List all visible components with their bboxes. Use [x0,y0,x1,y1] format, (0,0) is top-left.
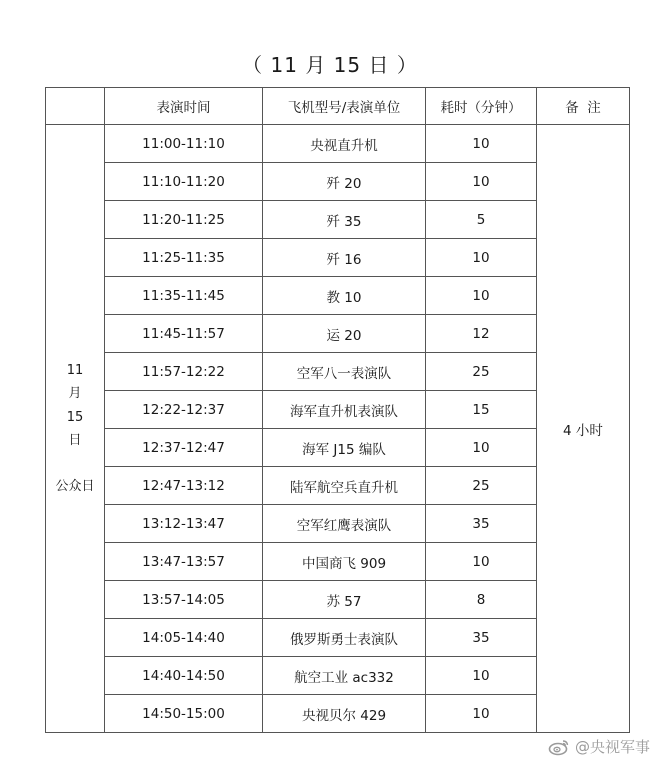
duration-cell: 5 [426,201,537,239]
duration-cell: 25 [426,467,537,505]
weibo-icon [548,738,570,756]
watermark [548,736,650,757]
time-cell: 11:00-11:10 [105,125,263,163]
date-line: 日 [68,433,82,449]
duration-cell: 10 [426,277,537,315]
aircraft-cell: 航空工业 ac332 [263,657,426,695]
time-cell: 11:20-11:25 [105,201,263,239]
date-line: 15 [66,409,84,425]
duration-cell: 10 [426,543,537,581]
duration-cell: 10 [426,239,537,277]
page-title: （ 11 月 15 日 ） [242,53,418,77]
duration-cell: 10 [426,125,537,163]
time-cell: 13:57-14:05 [105,581,263,619]
day-label: 公众日 [55,478,95,494]
date-gap [46,457,104,471]
note-cell: 4 小时 [537,125,630,733]
date-line: 月 [68,386,82,402]
aircraft-cell: 苏 57 [263,581,426,619]
schedule-table [45,87,630,733]
time-cell: 11:25-11:35 [105,239,263,277]
duration-cell: 15 [426,391,537,429]
aircraft-cell: 歼 20 [263,163,426,201]
aircraft-cell: 央视直升机 [263,125,426,163]
table-row [46,125,630,163]
aircraft-cell: 空军红鹰表演队 [263,505,426,543]
duration-cell: 25 [426,353,537,391]
aircraft-cell: 俄罗斯勇士表演队 [263,619,426,657]
time-cell: 12:47-13:12 [105,467,263,505]
time-cell: 13:12-13:47 [105,505,263,543]
header-time: 表演时间 [105,88,263,125]
time-cell: 14:40-14:50 [105,657,263,695]
time-cell: 12:37-12:47 [105,429,263,467]
time-cell: 13:47-13:57 [105,543,263,581]
header-duration: 耗时（分钟） [426,88,537,125]
duration-cell: 10 [426,657,537,695]
time-cell: 14:50-15:00 [105,695,263,733]
aircraft-cell: 歼 35 [263,201,426,239]
time-cell: 11:57-12:22 [105,353,263,391]
header-aircraft: 飞机型号/表演单位 [263,88,426,125]
aircraft-cell: 运 20 [263,315,426,353]
duration-cell: 35 [426,505,537,543]
table-header-row [46,88,630,125]
aircraft-cell: 中国商飞 909 [263,543,426,581]
duration-cell: 12 [426,315,537,353]
duration-cell: 8 [426,581,537,619]
time-cell: 11:35-11:45 [105,277,263,315]
aircraft-cell: 教 10 [263,277,426,315]
duration-cell: 10 [426,695,537,733]
aircraft-cell: 海军直升机表演队 [263,391,426,429]
time-cell: 12:22-12:37 [105,391,263,429]
time-cell: 11:45-11:57 [105,315,263,353]
time-cell: 14:05-14:40 [105,619,263,657]
schedule-body [46,125,630,733]
aircraft-cell: 央视贝尔 429 [263,695,426,733]
date-line: 11 [66,362,84,378]
aircraft-cell: 海军 J15 编队 [263,429,426,467]
date-cell [46,125,105,733]
watermark-text: @央视军事 [574,738,650,756]
duration-cell: 10 [426,163,537,201]
time-cell: 11:10-11:20 [105,163,263,201]
header-date-blank [46,88,105,125]
duration-cell: 10 [426,429,537,467]
duration-cell: 35 [426,619,537,657]
aircraft-cell: 空军八一表演队 [263,353,426,391]
aircraft-cell: 陆军航空兵直升机 [263,467,426,505]
aircraft-cell: 歼 16 [263,239,426,277]
header-note: 备 注 [537,88,630,125]
